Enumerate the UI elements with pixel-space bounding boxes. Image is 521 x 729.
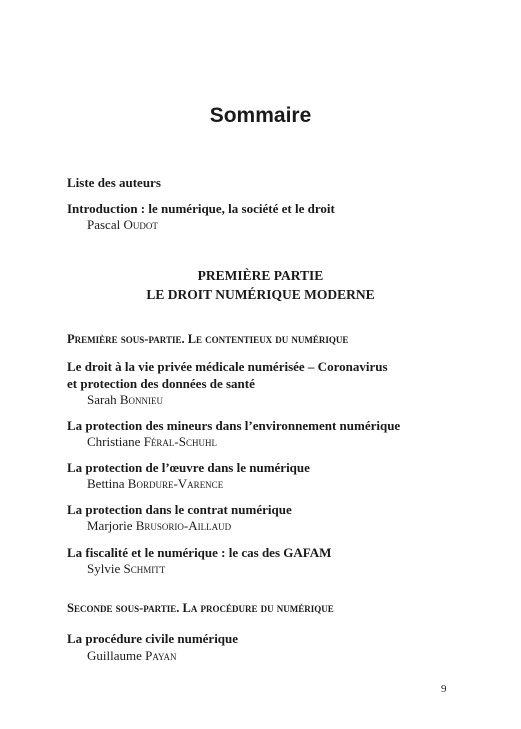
page-title: Sommaire bbox=[209, 104, 312, 127]
list-of-authors: Liste des auteurs bbox=[67, 175, 161, 190]
author-last-name: Brusorio-Aillaud bbox=[135, 518, 232, 533]
entry-title: La protection des mineurs dans l’environnement numérique bbox=[67, 418, 401, 433]
author-first-name: Marjorie bbox=[87, 518, 133, 533]
entry-title: La protection dans le contrat numérique bbox=[67, 502, 292, 517]
part-subheading: LE DROIT NUMÉRIQUE MODERNE bbox=[146, 287, 375, 302]
author-first-name: Pascal bbox=[87, 217, 121, 232]
entry-author bbox=[87, 518, 231, 534]
entry-title: La fiscalité et le numérique : le cas des GAFAM bbox=[67, 545, 332, 560]
author-last-name: Payan bbox=[145, 648, 177, 663]
entry-author bbox=[87, 561, 165, 577]
page-number: 9 bbox=[441, 683, 447, 695]
subpart-heading-2: Seconde sous-partie. La procédure du numérique bbox=[67, 601, 334, 615]
entry-author bbox=[87, 392, 163, 408]
author-last-name: Féral-Schuhl bbox=[143, 434, 217, 449]
part-heading: PREMIÈRE PARTIE bbox=[197, 268, 324, 283]
intro-author bbox=[87, 217, 158, 233]
entry-title-cont: et protection des données de santé bbox=[67, 376, 255, 391]
entry-author bbox=[87, 476, 223, 492]
author-last-name: Oudot bbox=[123, 217, 158, 232]
subpart-heading-1: Première sous-partie. Le contentieux du numérique bbox=[67, 332, 349, 346]
entry-title: La procédure civile numérique bbox=[67, 631, 239, 646]
entry-title: Le droit à la vie privée médicale numérisée – Coronavirus bbox=[67, 359, 388, 374]
author-first-name: Guillaume bbox=[87, 648, 142, 663]
entry-title: La protection de l’œuvre dans le numérique bbox=[67, 460, 310, 475]
entry-author bbox=[87, 648, 177, 664]
author-first-name: Christiane bbox=[87, 434, 141, 449]
author-first-name: Sylvie bbox=[87, 561, 121, 576]
author-last-name: Schmitt bbox=[123, 561, 166, 576]
intro-title: Introduction : le numérique, la société et le droit bbox=[67, 201, 335, 216]
entry-author bbox=[87, 434, 217, 450]
author-last-name: Bonnieu bbox=[119, 392, 164, 407]
author-first-name: Sarah bbox=[87, 392, 117, 407]
author-first-name: Bettina bbox=[87, 476, 125, 491]
author-last-name: Bordure-Varence bbox=[127, 476, 224, 491]
